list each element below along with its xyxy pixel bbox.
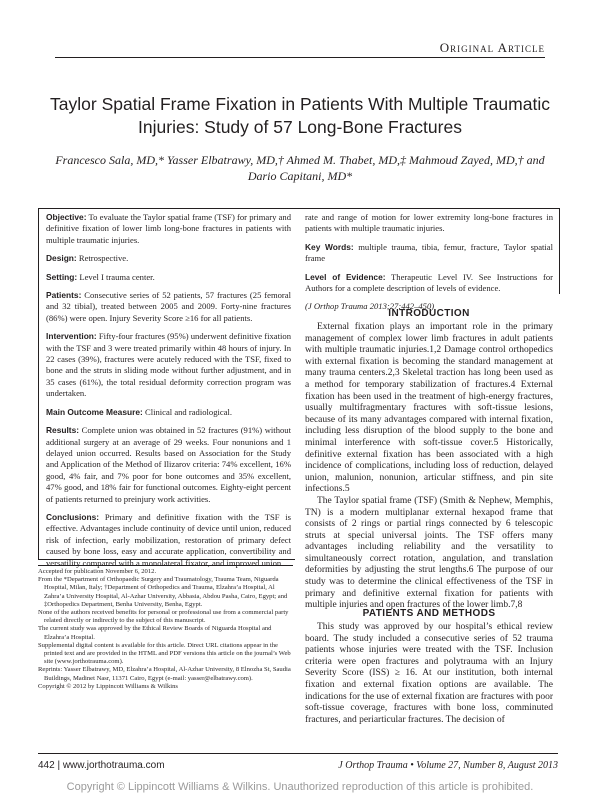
abstract-patients (46, 290, 291, 324)
note-supplemental: Supplemental digital content is available for this article. Direct URL citations appear in the printed text and are provided in the HTML and PDF versions this article on the journal’s Web site (www.jorthotrauma.com). (38, 641, 291, 666)
objective-label: Objective: (46, 212, 87, 222)
conclusions-label: Conclusions: (46, 511, 100, 522)
article-title: Taylor Spatial Frame Fixation in Patients With Multiple Traumatic Injuries: Study of 57 Long-Bone Fractures (50, 94, 550, 137)
outcome-label: Main Outcome Measure: (46, 406, 143, 417)
note-accepted: Accepted for publication November 6, 2012. (38, 568, 157, 575)
footer-page-url: 442 | www.jorthotrauma.com (38, 760, 165, 771)
methods-body (305, 622, 553, 726)
footer-journal-info: J Orthop Trauma • Volume 27, Number 8, August 2013 (338, 760, 558, 771)
copyright-watermark: Copyright © Lippincott Williams & Wilkins. Unauthorized reproduction of this article is prohibited. (66, 781, 534, 793)
setting-label: Setting: (46, 271, 78, 282)
objective-text: To evaluate the Taylor spatial frame (TSF) for primary and definitive fixation of lower limb long-bone fractures in patients with multiple traumatic injuries. (46, 212, 291, 245)
evidence-text: Therapeutic Level IV. See Instructions for Authors for a complete description of levels of evidence. (305, 271, 553, 294)
note-approval: The current study was approved by the Ethical Review Boards of Niguarda Hospital and Elzahra’a Hospital. (38, 625, 272, 641)
keywords-label: Key Words: (305, 241, 354, 252)
note-affiliations: From the *Department of Orthopaedic Surgery and Traumatology, Trauma Team, Niguarda Hospital, Milan, Italy; †Department of Orthopedics and Trauma, Elzahra’a Hospital, Al Zahra’a University Hospital, Al-Azhar University, Abbasia, Abdou Pasha, Cairo, Egypt; and ‡Orthopedics Department, Benha University, Benha, Egypt. (38, 576, 288, 608)
outcome-text: Clinical and radiological. (144, 406, 233, 417)
evidence-label: Level of Evidence: (305, 271, 386, 282)
note-reprints: Reprints: Yasser Elbatrawy, MD, Elzahra’a Hospital, Al-Azhar University, 8 Elnozha St, Saudia Buildings, Madinet Nasr, 11371 Cairo, Egypt (e-mail: yasser@elbatrawy.com). (38, 666, 291, 682)
results-text: Complete union was obtained in 52 fractures (91%) without additional surgery at an average of 29 weeks. Four nonunions and 1 delayed union occurred. Results based on Association for the Study and Application of the Method of Ilizarov criteria: 74% excellent, 16% good, 4% fair, and 7% poor for bone outcomes and 35% excellent, 47% good, and 18% fair for functional outcomes. Eighty-eight percent of patients returned to preinjury work activities. (46, 425, 291, 504)
abstract-setting (46, 272, 291, 283)
abstract-citation: (J Orthop Trauma 2013;27:442–450) (305, 301, 435, 312)
abstract-objective (46, 212, 291, 246)
abstract-design (46, 253, 291, 264)
abstract-left-column (46, 212, 291, 576)
results-label: Results: (46, 425, 80, 436)
introduction-body (305, 322, 553, 612)
footer-rule (38, 753, 558, 754)
abstract-keywords (305, 242, 553, 265)
abstract-outcome (46, 407, 291, 418)
note-copyright: Copyright © 2012 by Lippincott Williams & Wilkins (38, 682, 178, 690)
patients-label: Patients: (46, 290, 82, 301)
abstract-intervention (46, 331, 291, 399)
methods-paragraph-1: This study was approved by our hospital’s ethical review board. The study included a consecutive series of 52 trauma patients whose injuries were treated with the TSF. Inclusion criteria were open fractures and polytrauma with an Injury Severity Score (ISS) ≥ 16. At our institution, both internal fixation and external fixation options are available. The indications for the use of external fixation are fractures with poor soft-tissue coverage, fractures with bone loss, comminuted fractures, and periarticular fractures. The decision of (305, 622, 553, 725)
conclusions-continued: rate and range of motion for lower extremity long-bone fractures in patients with multiple traumatic injuries. (305, 212, 553, 234)
setting-text: Level I trauma center. (79, 271, 155, 282)
methods-heading: PATIENTS AND METHODS (362, 608, 496, 619)
abstract-right-column (305, 212, 553, 320)
notes-rule (38, 565, 293, 566)
introduction-paragraph-1: External fixation plays an important role in the primary management of complex lower limb fractures in adult patients with multiple traumatic injuries.1,2 Damage control orthopedics with external fixation is becoming the standard management at many trauma centers.2,3 Skeletal traction has long been used as a method for temporary stabilization of fractures.4 External fixation has been used in the treatment of high-energy fractures, usually multifragmentary fractures with soft-tissue lesions, because of its many advantages compared with internal fixation, including less disruption of the blood supply to the bone and minimal interference with soft-tissue cover.5 Historically, definitive external fixation has been associated with a high incidence of complications, including loss of reduction, delayed union, malunion, nonunion, articular stiffness, and pin site infections.5 (305, 322, 553, 495)
conclusions-text: Primary and definitive fixation with the TSF is effective. Advantages include continuity of device until union, reduced risk of infection, early mobilization, restoration of primary defect caused by bone loss, easy and accurate application, convertibility and versatility compared with a monolateral fixator, and improved union (46, 511, 291, 568)
note-funding: None of the authors received benefits for personal or professional use from a commercial party related directly or indirectly to the subject of this manuscript. (38, 609, 289, 625)
abstract-conclusions (46, 512, 291, 569)
article-authors: Francesco Sala, MD,* Yasser Elbatrawy, MD,† Ahmed M. Thabet, MD,‡ Mahmoud Zayed, MD,† and Dario Capitani, MD* (55, 153, 545, 183)
intervention-text: Fifty-four fractures (95%) underwent definitive fixation with the TSF and 3 were treated primarily within 48 hours of injury. In 22 cases (39%), fractures were acutely reduced with the TSF, fixed to bone and the struts in sliding mode without further adjustment, and in 35 cases (61%), the total residual deformity correction program was undertaken. (46, 331, 291, 399)
intervention-label: Intervention: (46, 331, 97, 342)
header-rule (55, 57, 545, 58)
design-text: Retrospective. (78, 253, 129, 264)
keywords-text: multiple trauma, tibia, femur, fracture, Taylor spatial frame (305, 241, 554, 264)
patients-text: Consecutive series of 52 patients, 57 fractures (25 femoral and 32 tibial), treated between 2005 and 2009. Forty-nine fractures (86%) were open. Injury Severity Score ≥16 for all patients. (46, 290, 291, 323)
introduction-heading: INTRODUCTION (388, 308, 470, 319)
abstract-results (46, 425, 291, 505)
introduction-paragraph-2: The Taylor spatial frame (TSF) (Smith & Nephew, Memphis, TN) is a modern multiplanar external hexapod frame that consists of 2 rings or partial rings connected by 6 telescopic struts at special universal joints. The TSF offers many advantages including reliability and the versatility to simultaneously correct rotation, angulation, and translation deformities by adjusting the strut lengths.6 The purpose of our study was to determine the clinical effectiveness of the TSF in primary and definitive external fixation for patients with multiple injuries and open fractures of the lower limb.7,8 (305, 495, 553, 611)
section-label: Original Article (439, 40, 545, 55)
abstract-evidence (305, 272, 553, 295)
article-notes (38, 568, 293, 691)
design-label: Design: (46, 253, 77, 264)
